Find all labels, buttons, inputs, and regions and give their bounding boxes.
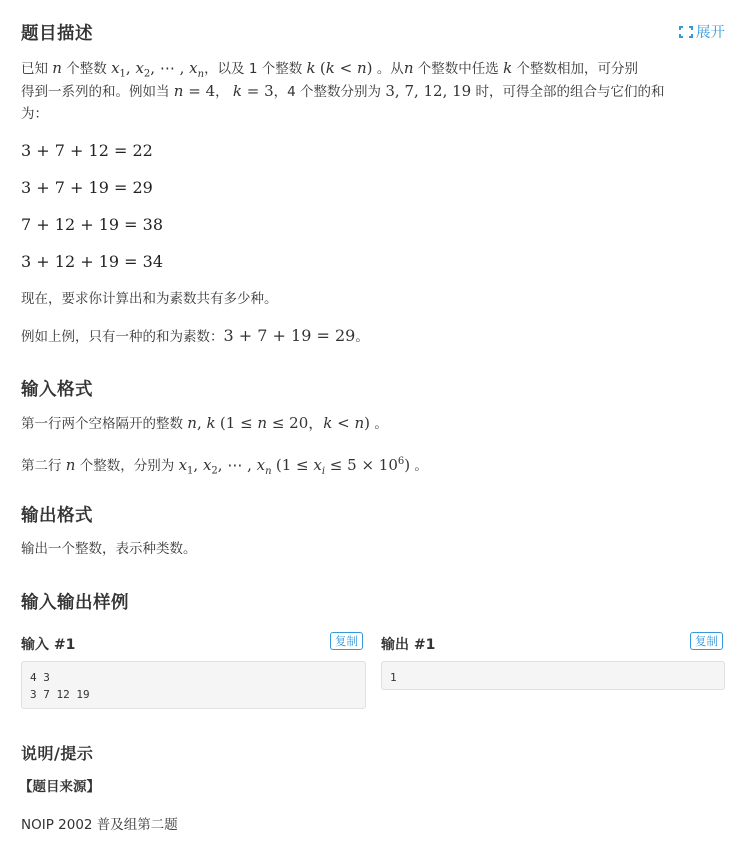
input-format-line-2: 第二行 n 个整数，分别为 $x_1$, $x_2$, ⋯ , $x_n$ $(1 \le x_i \le 5 \times 10^6)$ 。 <box>21 456 428 477</box>
equation: 7 + 12 + 19 = 38 <box>21 215 163 234</box>
expand-label: 展开 <box>696 25 725 41</box>
hints-source-label: 【题目来源】 <box>19 779 100 795</box>
input-format-line-1: 第一行两个空格隔开的整数 n, k (1 ≤ n ≤ 20，k < n) 。 <box>21 414 388 432</box>
copy-input-button[interactable]: 复制 <box>330 632 363 650</box>
section-title-description: 题目描述 <box>21 24 93 44</box>
section-title-output-format: 输出格式 <box>21 506 93 526</box>
expand-button[interactable] <box>679 21 725 42</box>
description-line-1: 已知 n 个整数 $x_1$, $x_2$, ⋯ , $x_n$，以及 1 个整数 k (k < n) 。从n 个整数中任选 k 个整数相加，可分别 <box>21 59 638 80</box>
expand-icon <box>679 26 693 38</box>
output-format-text: 输出一个整数，表示种类数。 <box>21 541 197 557</box>
equation: 3 + 7 + 19 = 29 <box>21 178 153 197</box>
description-now: 现在，要求你计算出和为素数共有多少种。 <box>21 291 278 307</box>
equation: 3 + 12 + 19 = 34 <box>21 252 163 271</box>
hints-source-text: NOIP 2002 普及组第二题 <box>21 817 178 833</box>
description-example: 例如上例，只有一种的和为素数：3 + 7 + 19 = 29。 <box>21 326 369 345</box>
section-title-hints: 说明/提示 <box>21 744 94 763</box>
section-title-input-format: 输入格式 <box>21 380 93 400</box>
copy-output-button[interactable]: 复制 <box>690 632 723 650</box>
sample-input-label: 输入 #1 <box>21 637 76 653</box>
sample-output-box[interactable]: 1 <box>381 661 725 690</box>
description-line-2: 得到一系列的和。例如当 n = 4， k = 3，4 个整数分别为 3, 7, 12, 19 时，可得全部的组合与它们的和 <box>21 82 665 100</box>
equation: 3 + 7 + 12 = 22 <box>21 141 153 160</box>
description-line-3: 为： <box>21 106 48 122</box>
sample-output-label: 输出 #1 <box>381 637 436 653</box>
sample-input-box[interactable]: 4 3 3 7 12 19 <box>21 661 366 709</box>
section-title-samples: 输入输出样例 <box>21 593 129 613</box>
